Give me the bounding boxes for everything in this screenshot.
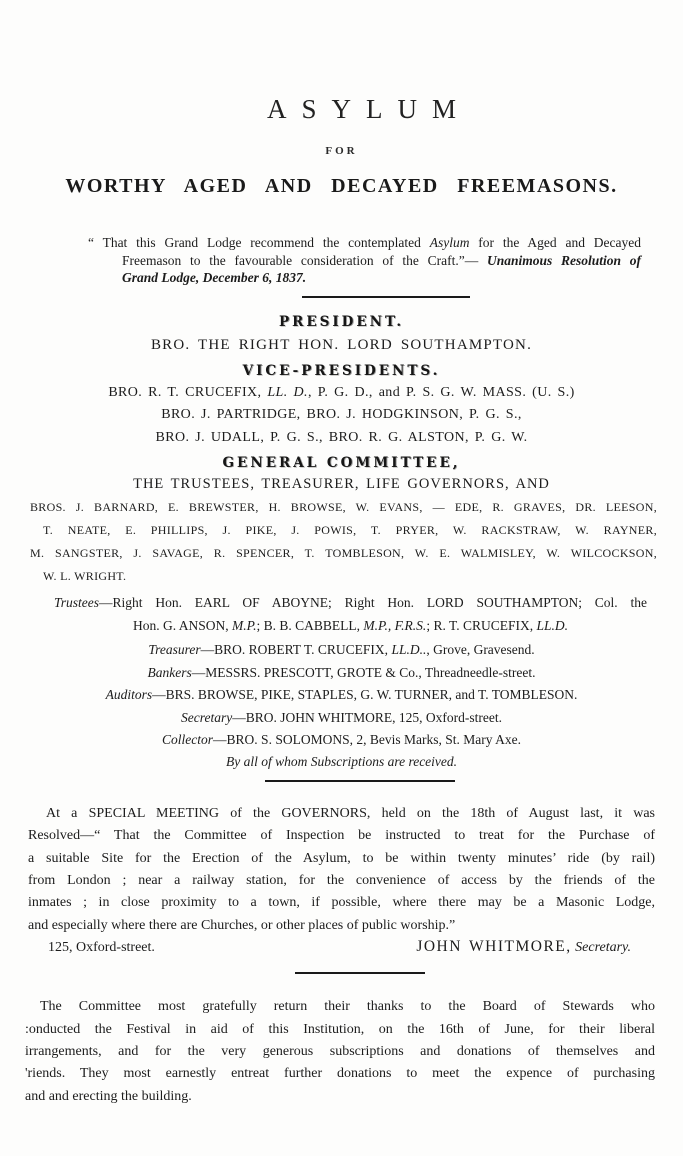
officer-line-bankers: Bankers—MESSRS. PRESCOTT, GROTE & Co., Threadneedle-street. xyxy=(147,664,536,680)
committee-members-line: W. L. WRIGHT. xyxy=(43,569,127,584)
meeting-line: a suitable Site for the Erection of the Asylum, to be within twenty minutes’ ride (by rail) xyxy=(28,850,655,866)
committee-members-line: T. NEATE, E. PHILLIPS, J. PIKE, J. POWIS, T. PRYER, W. RACKSTRAW, W. RAYNER, xyxy=(43,523,657,538)
organization-name: WORTHY AGED AND DECAYED FREEMASONS. xyxy=(65,175,618,197)
committee-members-list xyxy=(30,496,657,588)
resolution-quote xyxy=(88,234,641,287)
section-heading-president: PRESIDENT. xyxy=(278,313,405,330)
separator-rule xyxy=(265,780,455,782)
committee-thanks-paragraph xyxy=(25,996,655,1108)
vice-president-line: BRO. R. T. CRUCEFIX, LL. D., P. G. D., and P. S. G. W. MASS. (U. S.) xyxy=(108,384,575,400)
meeting-line: inmates ; in close proximity to a town, if possible, where there may be a Masonic Lodge, xyxy=(28,895,655,911)
vice-president-line: BRO. J. PARTRIDGE, BRO. J. HODGKINSON, P. G. S., xyxy=(161,407,522,423)
committee-members-line: BROS. J. BARNARD, E. BREWSTER, H. BROWSE, W. EVANS, — EDE, R. GRAVES, DR. LEESON, xyxy=(30,500,657,515)
subscriptions-note: By all of whom Subscriptions are received. xyxy=(225,754,458,770)
separator-rule xyxy=(302,296,470,298)
signature-name: JOHN WHITMORE, xyxy=(416,938,572,956)
officer-line-auditors: Auditors—BRS. BROWSE, PIKE, STAPLES, G. W. TURNER, and T. TOMBLESON. xyxy=(105,687,578,703)
section-heading-vice-presidents: VICE-PRESIDENTS. xyxy=(242,362,441,379)
meeting-line: from London ; near a railway station, for the convenience of access by the friends of the xyxy=(28,872,655,888)
signature-address: 125, Oxford-street. xyxy=(48,940,155,956)
quote-line: Grand Lodge, December 6, 1837. xyxy=(122,270,307,286)
meeting-line: and especially where there are Churches, or other places of public worship.” xyxy=(28,917,456,933)
thanks-line: :onducted the Festival in aid of this Institution, on the 16th of June, for their liberal xyxy=(25,1021,655,1037)
officer-line-collector: Collector—BRO. S. SOLOMONS, 2, Bevis Marks, St. Mary Axe. xyxy=(162,731,521,747)
meeting-line: At a SPECIAL MEETING of the GOVERNORS, held on the 18th of August last, it was xyxy=(46,805,655,821)
quote-line: Freemason to the favourable consideration of the Craft.”— Unanimous Resolution of xyxy=(122,252,641,268)
trustees-block xyxy=(54,591,647,637)
section-heading-general-committee: GENERAL COMMITTEE, xyxy=(222,455,461,472)
meeting-line: Resolved—“ That the Committee of Inspection be instructed to treat for the Purchase of xyxy=(28,828,655,844)
officer-line-treasurer: Treasurer—BRO. ROBERT T. CRUCEFIX, LL.D.., Grove, Gravesend. xyxy=(148,642,535,658)
president-name: BRO. THE RIGHT HON. LORD SOUTHAMPTON. xyxy=(150,336,533,353)
masthead-for: FOR xyxy=(325,145,358,157)
vice-president-line: BRO. J. UDALL, P. G. S., BRO. R. G. ALSTON, P. G. W. xyxy=(155,429,528,445)
thanks-line: 'riends. They most earnestly entreat further donations to meet the expence of purchasing xyxy=(25,1066,655,1082)
thanks-line: The Committee most gratefully return their thanks to the Board of Stewards who xyxy=(40,999,655,1015)
committee-subheading: THE TRUSTEES, TREASURER, LIFE GOVERNORS, AND xyxy=(133,476,550,493)
officer-line-secretary: Secretary—BRO. JOHN WHITMORE, 125, Oxford-street. xyxy=(181,709,502,725)
separator-rule xyxy=(295,972,425,974)
signature-title: Secretary. xyxy=(575,940,631,956)
masthead-title: ASYLUM xyxy=(266,94,471,124)
trustees-line: Trustees—Right Hon. EARL OF ABOYNE; Right Hon. LORD SOUTHAMPTON; Col. the xyxy=(54,595,647,611)
thanks-line: irrangements, and for the very generous subscriptions and donations of themselves and xyxy=(25,1043,655,1059)
signature xyxy=(416,938,631,956)
quote-line: “ That this Grand Lodge recommend the contemplated Asylum for the Aged and Decayed xyxy=(88,235,641,250)
signature-row xyxy=(48,938,631,956)
trustees-line: Hon. G. ANSON, M.P.; B. B. CABBELL, M.P., F.R.S.; R. T. CRUCEFIX, LL.D. xyxy=(133,618,568,634)
committee-members-line: M. SANGSTER, J. SAVAGE, R. SPENCER, T. TOMBLESON, W. E. WALMISLEY, W. WILCOCKSON, xyxy=(30,546,657,561)
special-meeting-paragraph xyxy=(28,803,655,937)
thanks-line: and and erecting the building. xyxy=(25,1088,192,1104)
